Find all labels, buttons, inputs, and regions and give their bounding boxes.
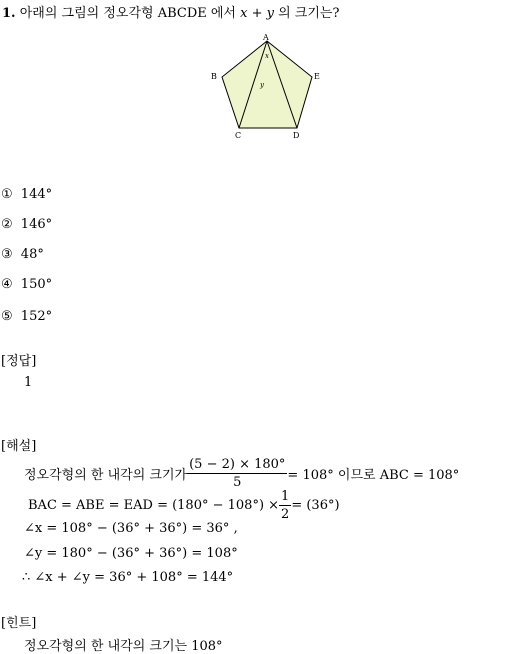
question-text: 아래의 그림의 정오각형 ABCDE 에서 [19, 6, 241, 21]
question-math: x + y [240, 6, 274, 21]
explanation-line-4: ∠y = 180° − (36° + 36°) = 108° [24, 546, 238, 561]
label-c: C [235, 131, 242, 140]
answer-value: 1 [24, 375, 33, 390]
label-d: D [293, 131, 300, 140]
choice-marker: ② [1, 217, 13, 232]
choice-marker: ④ [1, 277, 13, 292]
choice-value: 152° [20, 309, 53, 324]
choice-3[interactable] [1, 247, 44, 262]
answer-heading: [정답] [1, 354, 37, 369]
explanation-line-5: ∴ ∠x + ∠y = 36° + 108° = 144° [22, 570, 234, 585]
question-number: 1. [2, 6, 16, 21]
choice-marker: ⑤ [1, 309, 13, 324]
choice-1[interactable] [1, 187, 52, 202]
question-line [2, 2, 339, 21]
label-e: E [314, 72, 320, 81]
choice-value: 48° [20, 247, 44, 262]
label-a: A [263, 33, 269, 42]
choice-2[interactable] [1, 217, 52, 232]
explanation-line-3: ∠x = 108° − (36° + 36°) = 36° , [24, 521, 238, 536]
explanation-heading: [해설] [1, 439, 37, 454]
choice-marker: ① [1, 187, 13, 202]
choice-value: 146° [20, 217, 53, 232]
choice-value: 144° [20, 187, 53, 202]
label-y: y [260, 81, 264, 89]
choice-5[interactable] [1, 309, 52, 324]
fraction-interior-angle: $\frac{(5 - 2) \times 180^\circ}{5}$ [189, 456, 286, 490]
choice-4[interactable] [1, 277, 52, 292]
choice-value: 150° [20, 277, 53, 292]
fraction-half: $\frac{1}{2}$ [281, 488, 290, 522]
label-x: x [265, 52, 269, 60]
pentagon-figure [205, 30, 330, 145]
hint-heading: [힌트] [1, 616, 37, 631]
choice-marker: ③ [1, 247, 13, 262]
explanation-line-1: 정오각형의 한 내각의 크기가 $\frac{(5 - 2) \times 180^\circ}{5}$ = 108° 이므로 ABC = 108° [24, 456, 460, 490]
explanation-line-2: BAC = ABE = EAD = (180° − 108°) × $\frac{1}{2}$ = (36°) [28, 488, 340, 522]
label-b: B [211, 72, 217, 81]
hint-text: 정오각형의 한 내각의 크기는 108° [24, 639, 223, 654]
question-text-end: 의 크기는? [273, 6, 340, 21]
